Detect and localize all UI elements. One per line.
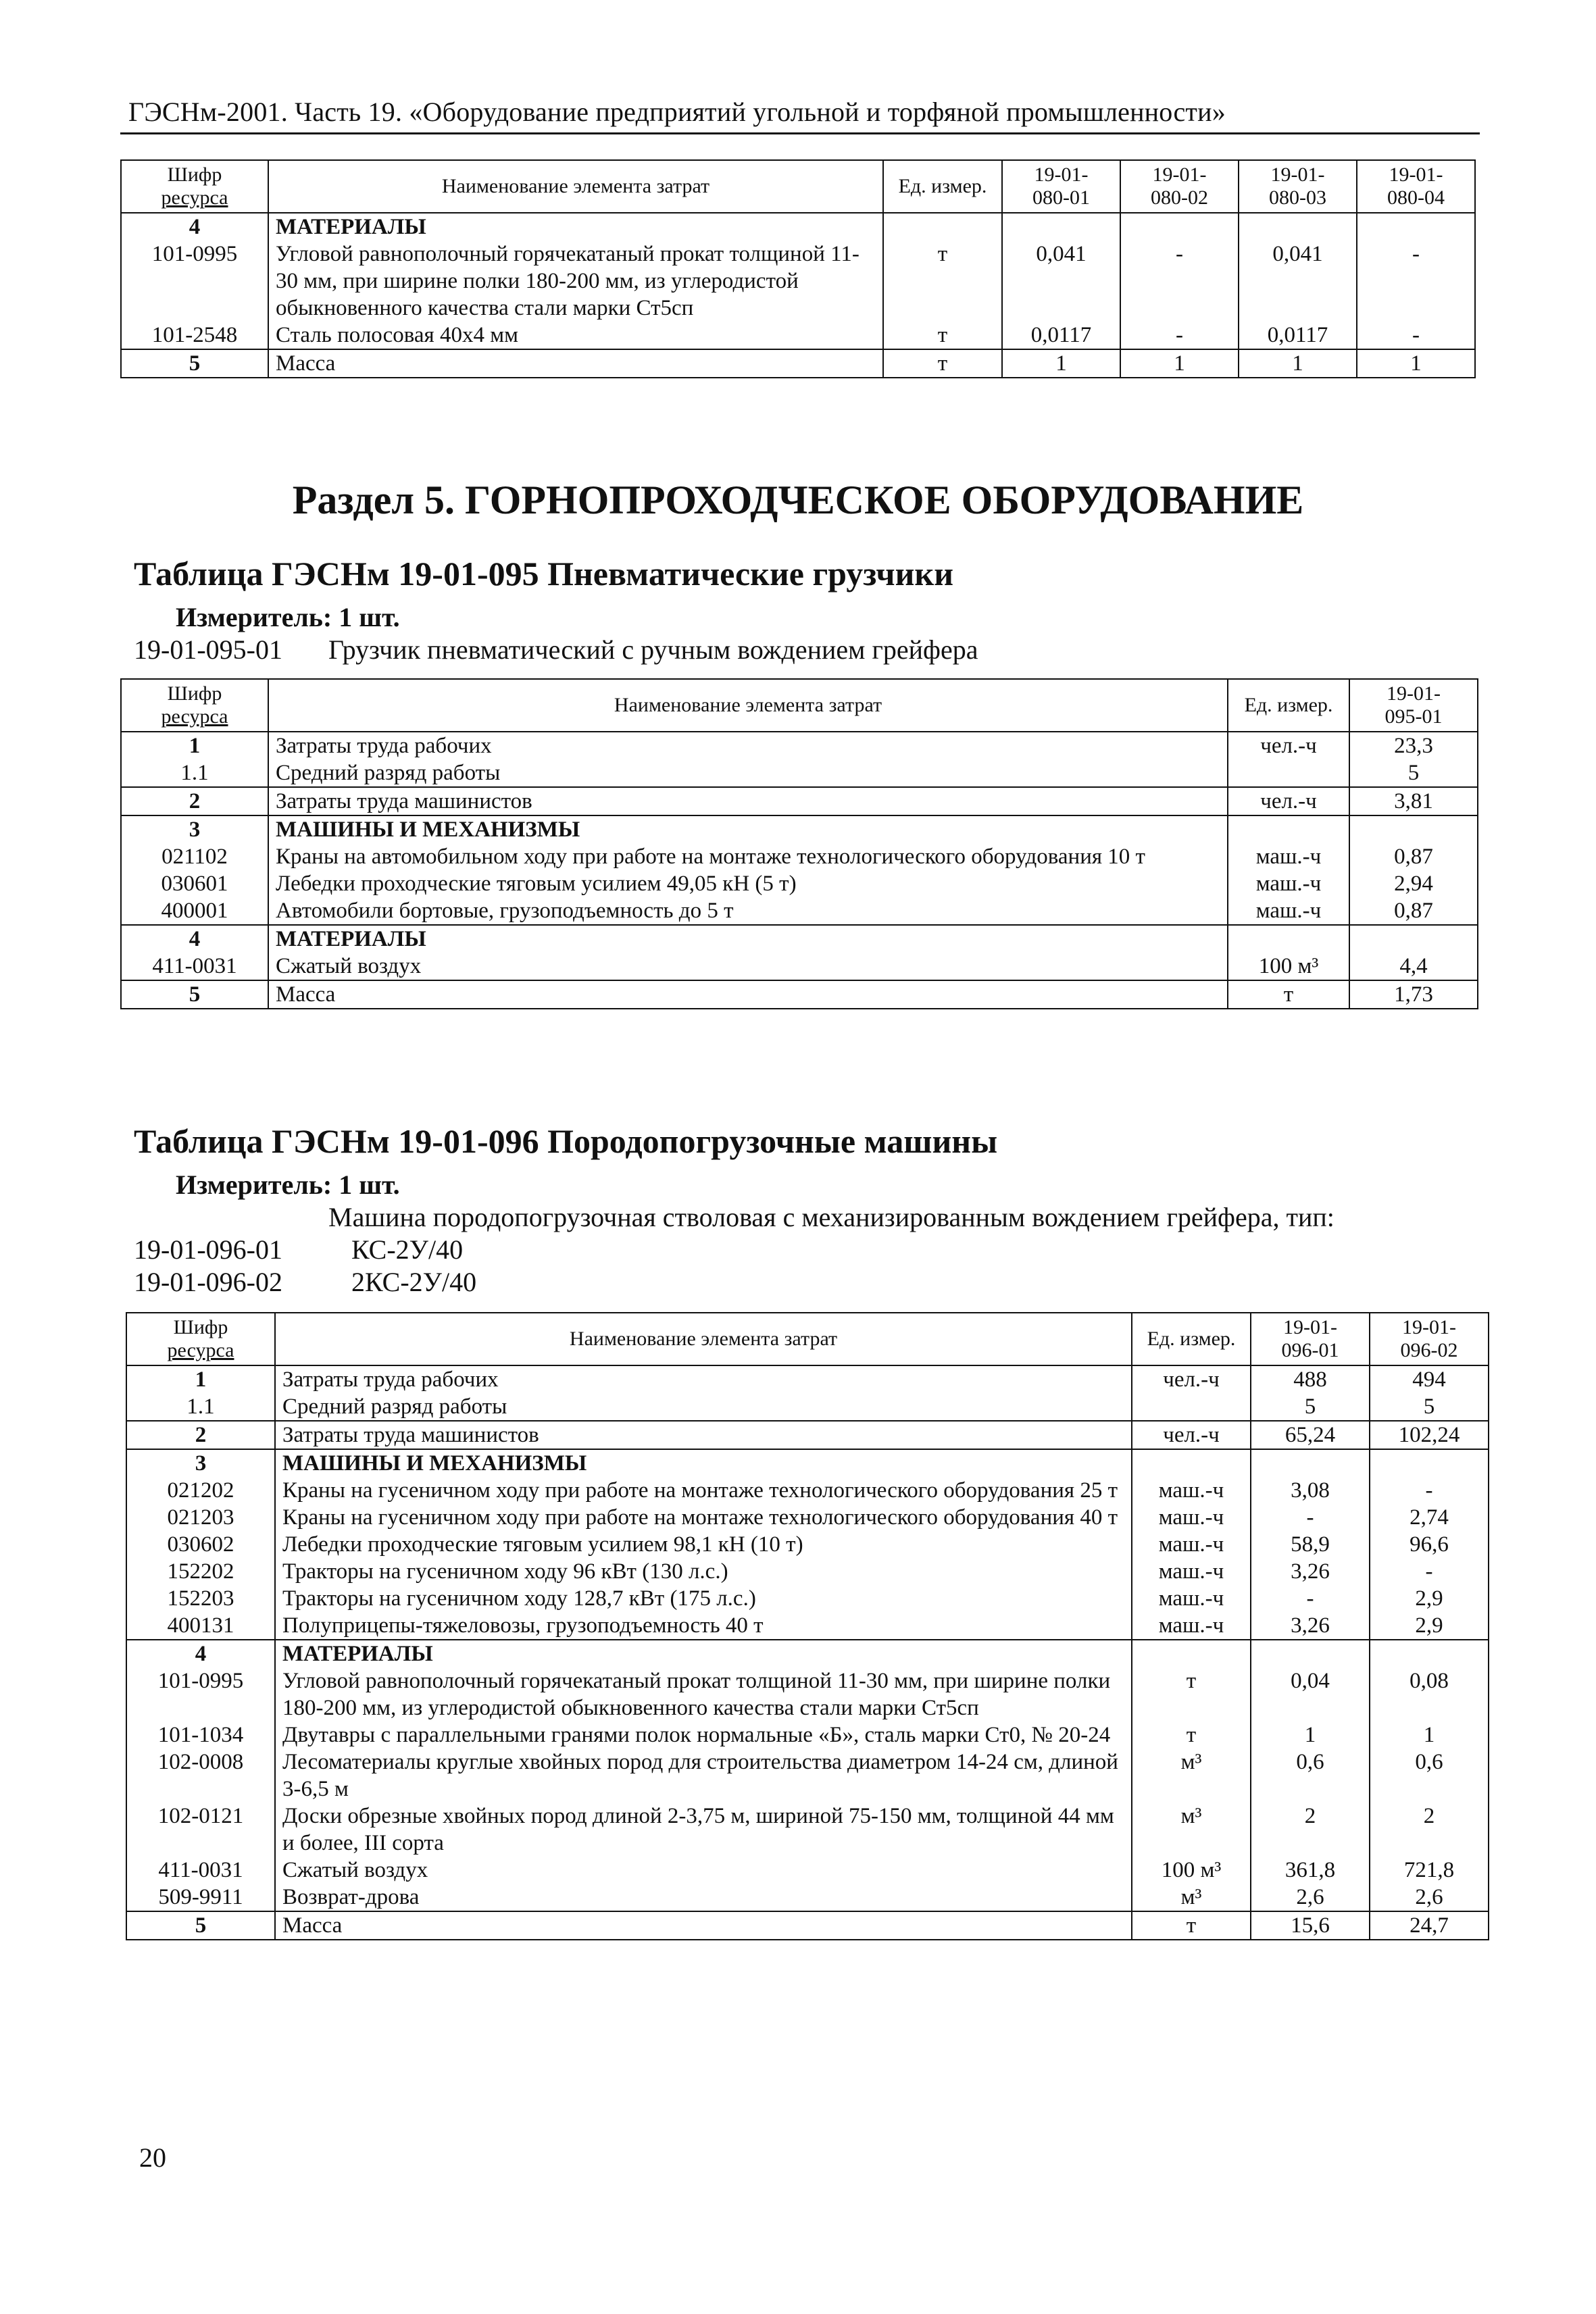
header-code-line1: Шифр xyxy=(167,682,222,705)
table-row xyxy=(121,843,1478,870)
table-row xyxy=(126,1504,1489,1531)
norm-value: 0,041 xyxy=(1002,241,1120,322)
header-code xyxy=(121,679,268,732)
resource-code: 4 xyxy=(121,925,268,953)
table-row xyxy=(121,349,1475,378)
header-norm-code-line2: 095-01 xyxy=(1385,705,1443,728)
norm-value: 2,74 xyxy=(1370,1504,1489,1531)
header-norm-code-line2: 080-04 xyxy=(1387,186,1445,209)
cost-element-name: Лебедки проходческие тяговым усилием 49,05 кН (5 т) xyxy=(268,870,1228,897)
cost-element-name: Доски обрезные хвойных пород длиной 2-3,75 м, шириной 75-150 мм, толщиной 44 мм и более, III сорта xyxy=(275,1803,1132,1857)
cost-element-name: Угловой равнополочный горячекатаный прокат толщиной 11-30 мм, при ширине полки 180-200 мм, из углеродистой обыкновенного качества стали марки Ст5сп xyxy=(275,1667,1132,1721)
header-norm-code xyxy=(1370,1313,1489,1365)
norm-value: - xyxy=(1120,241,1239,322)
table-row xyxy=(121,787,1478,815)
resource-code: 400001 xyxy=(121,897,268,925)
resource-code: 4 xyxy=(121,213,268,241)
unit-of-measure xyxy=(1132,1640,1251,1667)
resource-code: 2 xyxy=(126,1421,275,1449)
table-row xyxy=(126,1667,1489,1721)
resource-code: 509-9911 xyxy=(126,1884,275,1911)
unit-of-measure: маш.-ч xyxy=(1132,1585,1251,1612)
table-row xyxy=(126,1749,1489,1803)
cost-element-name: Возврат-дрова xyxy=(275,1884,1132,1911)
norm-value: - xyxy=(1120,322,1239,349)
header-norm-code-line1: 19-01- xyxy=(1402,1316,1456,1338)
norm-value: 23,3 xyxy=(1349,732,1478,759)
header-norm-code xyxy=(1120,160,1239,213)
header-norm-code-line2: 096-02 xyxy=(1400,1339,1458,1361)
table-row xyxy=(121,241,1475,322)
resource-code: 101-0995 xyxy=(121,241,268,322)
unit-of-measure: 100 м³ xyxy=(1132,1857,1251,1884)
unit-of-measure xyxy=(1132,1393,1251,1421)
table-row xyxy=(126,1585,1489,1612)
resource-code: 1 xyxy=(121,732,268,759)
table-row xyxy=(126,1393,1489,1421)
table-row xyxy=(126,1477,1489,1504)
table-row xyxy=(126,1640,1489,1667)
unit-of-measure: т xyxy=(883,241,1002,322)
table-096-item-name-2: 2КС-2У/40 xyxy=(351,1267,477,1297)
table-095-title: Таблица ГЭСНм 19-01-095 Пневматические грузчики xyxy=(134,555,954,593)
norm-value: 2,94 xyxy=(1349,870,1478,897)
norm-value xyxy=(1239,213,1357,241)
header-name: Наименование элемента затрат xyxy=(275,1313,1132,1365)
unit-of-measure: чел.-ч xyxy=(1228,787,1349,815)
resource-code: 1 xyxy=(126,1365,275,1393)
norm-value: - xyxy=(1251,1585,1370,1612)
header-norm-code xyxy=(1002,160,1120,213)
norm-value: - xyxy=(1357,322,1475,349)
norm-value: 0,87 xyxy=(1349,897,1478,925)
unit-of-measure xyxy=(1228,925,1349,953)
header-code xyxy=(121,160,268,213)
header-code-line2: ресурса xyxy=(167,1339,234,1361)
table-096-group-name: Машина породопогрузочная стволовая с механизированным вождением грейфера, тип: xyxy=(328,1202,1335,1232)
header-norm-code xyxy=(1349,679,1478,732)
norm-value xyxy=(1357,213,1475,241)
norm-value xyxy=(1349,925,1478,953)
cost-element-name: МАТЕРИАЛЫ xyxy=(275,1640,1132,1667)
norm-value: - xyxy=(1251,1504,1370,1531)
norm-value: 0,87 xyxy=(1349,843,1478,870)
header-name: Наименование элемента затрат xyxy=(268,160,883,213)
norm-value: 488 xyxy=(1251,1365,1370,1393)
header-norm-code-line2: 096-01 xyxy=(1281,1339,1339,1361)
cost-element-name: Краны на гусеничном ходу при работе на монтаже технологического оборудования 40 т xyxy=(275,1504,1132,1531)
cost-element-name: МАШИНЫ И МЕХАНИЗМЫ xyxy=(275,1449,1132,1477)
unit-of-measure: т xyxy=(883,322,1002,349)
table-096-item-code-1: 19-01-096-01 xyxy=(134,1234,282,1265)
resource-code: 1.1 xyxy=(121,759,268,787)
table-096 xyxy=(126,1312,1489,1940)
header-unit: Ед. измер. xyxy=(883,160,1002,213)
header-rule xyxy=(120,132,1480,134)
norm-value xyxy=(1251,1449,1370,1477)
cost-element-name: Масса xyxy=(268,980,1228,1009)
norm-value: 3,08 xyxy=(1251,1477,1370,1504)
header-unit: Ед. измер. xyxy=(1132,1313,1251,1365)
norm-value: 102,24 xyxy=(1370,1421,1489,1449)
cost-element-name: Затраты труда рабочих xyxy=(275,1365,1132,1393)
table-095-item-name: Грузчик пневматический с ручным вождением грейфера xyxy=(328,634,978,665)
norm-value: 5 xyxy=(1251,1393,1370,1421)
resource-code: 152203 xyxy=(126,1585,275,1612)
norm-value xyxy=(1251,1640,1370,1667)
header-row xyxy=(121,160,1475,213)
norm-value xyxy=(1370,1640,1489,1667)
resource-code: 5 xyxy=(121,980,268,1009)
unit-of-measure: маш.-ч xyxy=(1132,1477,1251,1504)
header-norm-code-line1: 19-01- xyxy=(1389,164,1443,186)
header-code-line2: ресурса xyxy=(161,186,228,209)
unit-of-measure: т xyxy=(883,349,1002,378)
resource-code: 152202 xyxy=(126,1558,275,1585)
table-row xyxy=(126,1365,1489,1393)
cost-element-name: Затраты труда машинистов xyxy=(268,787,1228,815)
norm-value: 2 xyxy=(1370,1803,1489,1857)
header-norm-code-line1: 19-01- xyxy=(1034,164,1089,186)
table-row xyxy=(121,759,1478,787)
norm-value: 3,81 xyxy=(1349,787,1478,815)
norm-value: - xyxy=(1357,241,1475,322)
cost-element-name: Масса xyxy=(268,349,883,378)
unit-of-measure: маш.-ч xyxy=(1228,897,1349,925)
resource-code: 101-1034 xyxy=(126,1721,275,1749)
header-norm-code-line2: 080-03 xyxy=(1269,186,1326,209)
cost-element-name: Краны на гусеничном ходу при работе на монтаже технологического оборудования 25 т xyxy=(275,1477,1132,1504)
resource-code: 3 xyxy=(121,815,268,843)
header-unit: Ед. измер. xyxy=(1228,679,1349,732)
unit-of-measure: чел.-ч xyxy=(1132,1421,1251,1449)
cost-element-name: Полуприцепы-тяжеловозы, грузоподъемность 40 т xyxy=(275,1612,1132,1640)
section-title: Раздел 5. ГОРНОПРОХОДЧЕСКОЕ ОБОРУДОВАНИЕ xyxy=(292,478,1304,522)
norm-value: 65,24 xyxy=(1251,1421,1370,1449)
norm-value: 1 xyxy=(1251,1721,1370,1749)
norm-value xyxy=(1349,815,1478,843)
resource-code: 411-0031 xyxy=(121,953,268,980)
table-row xyxy=(121,925,1478,953)
unit-of-measure: т xyxy=(1228,980,1349,1009)
header-code-line1: Шифр xyxy=(173,1316,228,1338)
table-095-measure: Измеритель: 1 шт. xyxy=(176,602,400,632)
resource-code: 102-0008 xyxy=(126,1749,275,1803)
norm-value: 2,6 xyxy=(1251,1884,1370,1911)
header-code-line1: Шифр xyxy=(167,164,222,186)
table-row xyxy=(121,870,1478,897)
header-norm-code-line2: 080-02 xyxy=(1151,186,1208,209)
unit-of-measure: т xyxy=(1132,1721,1251,1749)
header-code-line2: ресурса xyxy=(161,705,228,728)
unit-of-measure: м³ xyxy=(1132,1749,1251,1803)
table-row xyxy=(126,1612,1489,1640)
norm-value: 4,4 xyxy=(1349,953,1478,980)
table-095 xyxy=(120,678,1478,1009)
table-row xyxy=(121,213,1475,241)
cost-element-name: Тракторы на гусеничном ходу 96 кВт (130 л.с.) xyxy=(275,1558,1132,1585)
resource-code: 4 xyxy=(126,1640,275,1667)
cost-element-name: Средний разряд работы xyxy=(275,1393,1132,1421)
unit-of-measure xyxy=(883,213,1002,241)
unit-of-measure xyxy=(1132,1449,1251,1477)
norm-value: 15,6 xyxy=(1251,1911,1370,1940)
table-row xyxy=(126,1531,1489,1558)
norm-value xyxy=(1002,213,1120,241)
unit-of-measure: маш.-ч xyxy=(1132,1612,1251,1640)
unit-of-measure: м³ xyxy=(1132,1884,1251,1911)
unit-of-measure: маш.-ч xyxy=(1228,870,1349,897)
norm-value: 2,9 xyxy=(1370,1612,1489,1640)
unit-of-measure: маш.-ч xyxy=(1132,1504,1251,1531)
table-row xyxy=(121,815,1478,843)
norm-value: 0,0117 xyxy=(1239,322,1357,349)
norm-value: 494 xyxy=(1370,1365,1489,1393)
resource-code: 021202 xyxy=(126,1477,275,1504)
table-row xyxy=(126,1449,1489,1477)
norm-value: 2,9 xyxy=(1370,1585,1489,1612)
header-norm-code-line1: 19-01- xyxy=(1283,1316,1337,1338)
norm-value: 0,6 xyxy=(1251,1749,1370,1803)
table-row xyxy=(126,1421,1489,1449)
norm-value: 58,9 xyxy=(1251,1531,1370,1558)
resource-code: 2 xyxy=(121,787,268,815)
header-norm-code-line1: 19-01- xyxy=(1270,164,1325,186)
cost-element-name: МАТЕРИАЛЫ xyxy=(268,213,883,241)
norm-value: 2 xyxy=(1251,1803,1370,1857)
resource-code: 411-0031 xyxy=(126,1857,275,1884)
unit-of-measure: маш.-ч xyxy=(1132,1531,1251,1558)
running-header: ГЭСНм-2001. Часть 19. «Оборудование предприятий угольной и торфяной промышленности» xyxy=(128,97,1226,127)
cost-element-name: Краны на автомобильном ходу при работе на монтаже технологического оборудования 10 т xyxy=(268,843,1228,870)
unit-of-measure: т xyxy=(1132,1667,1251,1721)
resource-code: 021203 xyxy=(126,1504,275,1531)
header-name: Наименование элемента затрат xyxy=(268,679,1228,732)
resource-code: 101-0995 xyxy=(126,1667,275,1721)
resource-code: 1.1 xyxy=(126,1393,275,1421)
norm-value: 361,8 xyxy=(1251,1857,1370,1884)
norm-value: 3,26 xyxy=(1251,1612,1370,1640)
norm-value: 5 xyxy=(1370,1393,1489,1421)
table-095-item-code: 19-01-095-01 xyxy=(134,634,282,665)
page-number: 20 xyxy=(139,2142,166,2173)
norm-value xyxy=(1120,213,1239,241)
unit-of-measure xyxy=(1228,759,1349,787)
norm-value: 0,041 xyxy=(1239,241,1357,322)
table-row xyxy=(121,980,1478,1009)
cost-element-name: Масса xyxy=(275,1911,1132,1940)
cost-element-name: Сталь полосовая 40х4 мм xyxy=(268,322,883,349)
cost-element-name: Двутавры с параллельными гранями полок нормальные «Б», сталь марки Ст0, № 20-24 xyxy=(275,1721,1132,1749)
norm-value: 0,08 xyxy=(1370,1667,1489,1721)
resource-code: 021102 xyxy=(121,843,268,870)
norm-value: 1 xyxy=(1370,1721,1489,1749)
cost-element-name: Затраты труда рабочих xyxy=(268,732,1228,759)
norm-value: 1 xyxy=(1120,349,1239,378)
norm-value xyxy=(1370,1449,1489,1477)
norm-value: 1 xyxy=(1239,349,1357,378)
table-row xyxy=(126,1558,1489,1585)
resource-code: 3 xyxy=(126,1449,275,1477)
table-row xyxy=(121,953,1478,980)
resource-code: 5 xyxy=(121,349,268,378)
norm-value: 0,0117 xyxy=(1002,322,1120,349)
table-row xyxy=(126,1884,1489,1911)
header-row xyxy=(121,679,1478,732)
resource-code: 030602 xyxy=(126,1531,275,1558)
header-code xyxy=(126,1313,275,1365)
cost-element-name: Сжатый воздух xyxy=(275,1857,1132,1884)
cost-element-name: Лебедки проходческие тяговым усилием 98,1 кН (10 т) xyxy=(275,1531,1132,1558)
header-norm-code xyxy=(1251,1313,1370,1365)
table-row xyxy=(121,897,1478,925)
norm-value: 1,73 xyxy=(1349,980,1478,1009)
cost-element-name: Средний разряд работы xyxy=(268,759,1228,787)
header-norm-code-line2: 080-01 xyxy=(1032,186,1090,209)
norm-value: 2,6 xyxy=(1370,1884,1489,1911)
norm-value: 1 xyxy=(1002,349,1120,378)
table-row xyxy=(121,322,1475,349)
norm-value: - xyxy=(1370,1558,1489,1585)
cost-element-name: Затраты труда машинистов xyxy=(275,1421,1132,1449)
norm-value: 1 xyxy=(1357,349,1475,378)
norm-value: 24,7 xyxy=(1370,1911,1489,1940)
unit-of-measure: т xyxy=(1132,1911,1251,1940)
table-row xyxy=(126,1857,1489,1884)
table-096-item-code-2: 19-01-096-02 xyxy=(134,1267,282,1297)
cost-element-name: Лесоматериалы круглые хвойных пород для строительства диаметром 14-24 см, длиной 3-6,5 м xyxy=(275,1749,1132,1803)
table-row xyxy=(126,1911,1489,1940)
cost-element-name: МАШИНЫ И МЕХАНИЗМЫ xyxy=(268,815,1228,843)
table-row xyxy=(121,732,1478,759)
unit-of-measure: маш.-ч xyxy=(1228,843,1349,870)
cost-element-name: МАТЕРИАЛЫ xyxy=(268,925,1228,953)
unit-of-measure: м³ xyxy=(1132,1803,1251,1857)
norm-value: 0,6 xyxy=(1370,1749,1489,1803)
table-row xyxy=(126,1721,1489,1749)
table-096-item-name-1: КС-2У/40 xyxy=(351,1234,464,1265)
cost-element-name: Сжатый воздух xyxy=(268,953,1228,980)
norm-value: 96,6 xyxy=(1370,1531,1489,1558)
resource-code: 102-0121 xyxy=(126,1803,275,1857)
table-096-measure: Измеритель: 1 шт. xyxy=(176,1169,400,1200)
unit-of-measure: маш.-ч xyxy=(1132,1558,1251,1585)
unit-of-measure: чел.-ч xyxy=(1228,732,1349,759)
header-norm-code xyxy=(1239,160,1357,213)
cost-element-name: Тракторы на гусеничном ходу 128,7 кВт (175 л.с.) xyxy=(275,1585,1132,1612)
resource-code: 030601 xyxy=(121,870,268,897)
table-080-continuation xyxy=(120,159,1476,378)
resource-code: 400131 xyxy=(126,1612,275,1640)
cost-element-name: Автомобили бортовые, грузоподъемность до 5 т xyxy=(268,897,1228,925)
norm-value: - xyxy=(1370,1477,1489,1504)
unit-of-measure: чел.-ч xyxy=(1132,1365,1251,1393)
resource-code: 5 xyxy=(126,1911,275,1940)
cost-element-name: Угловой равнополочный горячекатаный прокат толщиной 11-30 мм, при ширине полки 180-200 мм, из углеродистой обыкновенного качества стали марки Ст5сп xyxy=(268,241,883,322)
header-norm-code xyxy=(1357,160,1475,213)
unit-of-measure xyxy=(1228,815,1349,843)
norm-value: 3,26 xyxy=(1251,1558,1370,1585)
norm-value: 0,04 xyxy=(1251,1667,1370,1721)
table-096-title: Таблица ГЭСНм 19-01-096 Породопогрузочные машины xyxy=(134,1122,998,1160)
norm-value: 5 xyxy=(1349,759,1478,787)
unit-of-measure: 100 м³ xyxy=(1228,953,1349,980)
header-norm-code-line1: 19-01- xyxy=(1152,164,1207,186)
header-norm-code-line1: 19-01- xyxy=(1387,682,1441,705)
norm-value: 721,8 xyxy=(1370,1857,1489,1884)
table-row xyxy=(126,1803,1489,1857)
resource-code: 101-2548 xyxy=(121,322,268,349)
header-row xyxy=(126,1313,1489,1365)
